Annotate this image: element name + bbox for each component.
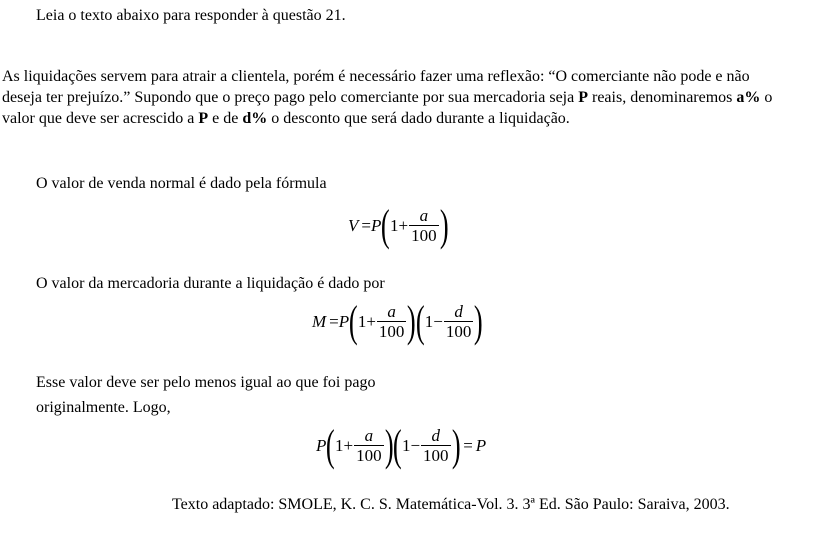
formula-fraction [377,303,407,342]
formula-fraction [444,303,474,342]
formula-op: + [366,312,376,331]
formula-fraction [409,207,439,246]
fraction-num: a [364,425,374,445]
paragraph-bold-p: P [578,89,588,106]
fraction-num: a [419,205,429,225]
paragraph-text: e de [208,110,243,127]
formula-fraction [421,427,451,466]
formula-paren: ) [474,297,484,346]
main-paragraph [2,66,792,129]
formula-var: V [348,216,359,235]
formula-paren: ) [407,297,417,346]
intro-text: Leia o texto abaixo para responder à questão 21. [36,7,346,24]
paragraph-text: As liquidações servem para atrair a clientela, porém é necessário fazer uma reflexão: “O comerciante não pode e não deseja ter prejuízo.” Supondo que o preço pago pelo comerciante por sua mercadoria seja [2,68,750,106]
fraction-num: a [387,301,396,321]
fraction-den: 100 [378,321,405,341]
formula-var: P [316,436,327,455]
formula-paren: ( [415,297,425,346]
fraction-num: d [454,301,463,321]
paragraph-bold-a: a% [736,89,761,106]
formula-liquidation-value [312,292,483,352]
formula-var: P [475,436,487,455]
formula-eq: = [329,312,339,331]
paragraph-bold-p: P [198,110,209,127]
fraction-den: 100 [445,321,472,341]
paragraph-bold-d: d% [242,110,268,127]
formula-eq: = [361,216,371,235]
paragraph-text: o valor que deve ser acrescido a [2,89,773,127]
formula-var: P [370,216,382,235]
liquidation-value-text: O valor da mercadoria durante a liquidação é dado por [36,275,385,292]
formula-paren: ( [326,421,336,470]
formula-paren: ) [451,421,461,470]
minimum-value-text-2: originalmente. Logo, [36,399,171,416]
formula-paren: ( [393,421,403,470]
minimum-value-text-1: Esse valor deve ser pelo menos igual ao que foi pago [36,374,376,391]
formula-op: + [343,436,354,455]
source-citation: Texto adaptado: SMOLE, K. C. S. Matemática-Vol. 3. 3ª Ed. São Paulo: Saraiva, 2003. [172,496,730,513]
formula-op: + [398,216,409,235]
formula-op: − [433,312,443,331]
formula-eq: = [463,436,473,455]
formula-op: − [410,436,421,455]
formula-num: 1 [335,436,344,455]
formula-num: 1 [401,436,411,455]
formula-paren: ) [439,201,449,250]
formula-var: M [312,312,327,331]
formula-var: P [338,312,350,331]
fraction-den: 100 [411,225,437,245]
paragraph-text: reais, denominaremos [588,89,737,106]
formula-num: 1 [390,216,399,235]
paragraph-text: o desconto que será dado durante a liquidação. [267,110,570,127]
sale-value-text: O valor de venda normal é dado pela fórmula [36,175,327,192]
formula-num: 1 [424,312,434,331]
fraction-den: 100 [356,445,382,465]
formula-paren: ( [381,201,391,250]
formula-fraction [354,427,384,466]
formula-num: 1 [357,312,367,331]
formula-sale-value [348,196,448,256]
formula-equality [316,416,486,476]
fraction-den: 100 [423,445,449,465]
fraction-num: d [431,425,441,445]
formula-paren: ) [384,421,394,470]
formula-paren: ( [349,297,358,346]
